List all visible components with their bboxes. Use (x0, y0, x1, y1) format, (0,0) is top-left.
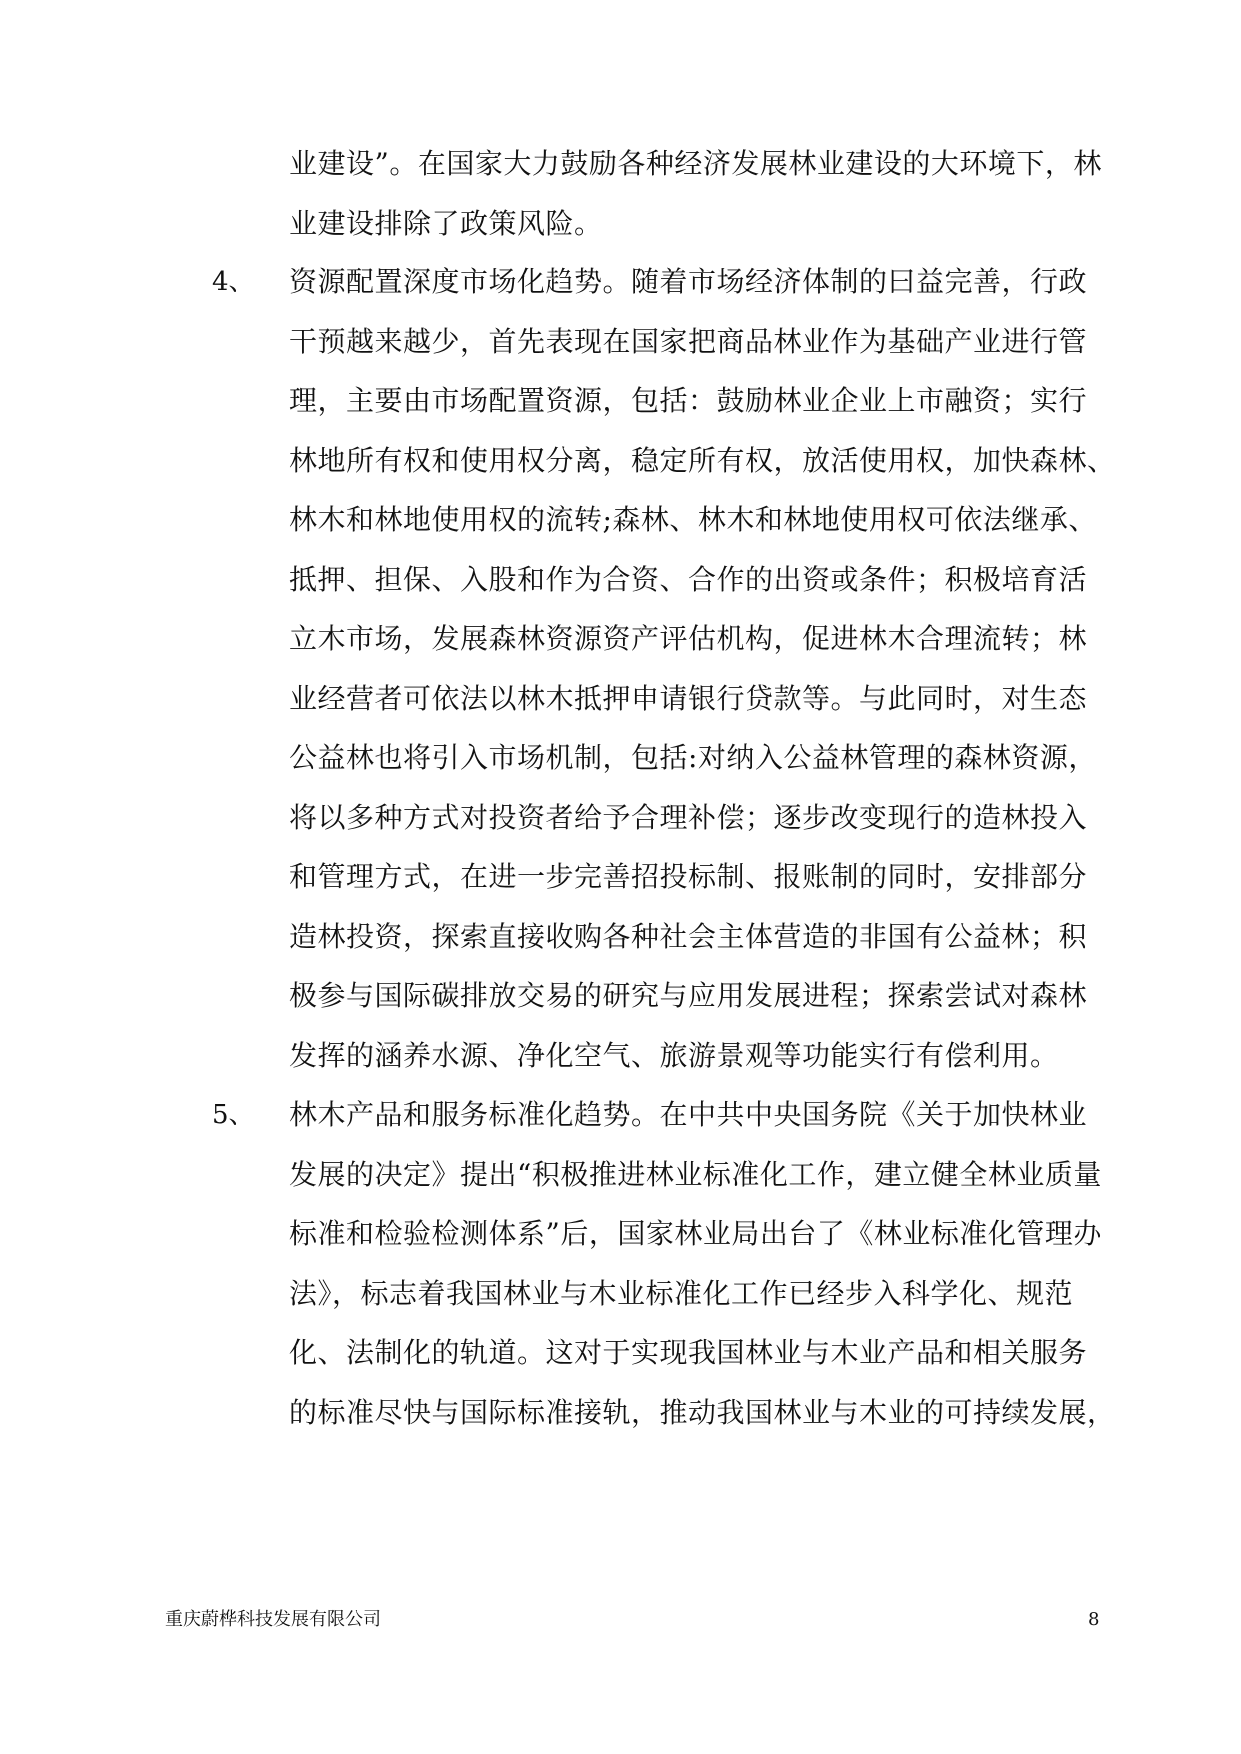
paragraph-line: 法》，标志着我国林业与木业标准化工作已经步入科学化、规范 (289, 1277, 1074, 1310)
paragraph-line: 极参与国际碳排放交易的研究与应用发展进程；探索尝试对森林 (289, 979, 1088, 1012)
list-number: 5、 (212, 1100, 255, 1130)
paragraph-line: 立木市场，发展森林资源资产评估机构，促进林木合理流转；林 (289, 622, 1088, 655)
footer-company-name: 重庆蔚桦科技发展有限公司 (165, 1609, 381, 1630)
paragraph-line: 和管理方式，在进一步完善招投标制、报账制的同时，安排部分 (289, 860, 1088, 893)
paragraph-line: 林木产品和服务标准化趋势。在中共中央国务院《关于加快林业 (289, 1098, 1088, 1131)
paragraph-line: 资源配置深度市场化趋势。随着市场经济体制的曰益完善，行政 (289, 265, 1088, 298)
paragraph-line: 抵押、担保、入股和作为合资、合作的出资或条件；积极培育活 (289, 563, 1088, 596)
list-number: 4、 (212, 267, 255, 297)
paragraph-line: 林地所有权和使用权分离，稳定所有权，放活使用权，加快森林、 (289, 444, 1116, 477)
paragraph-line: 林木和林地使用权的流转;森林、林木和林地使用权可依法继承、 (289, 503, 1097, 536)
paragraph-line: 业建设排除了政策风险。 (289, 207, 603, 240)
paragraph-line: 的标准尽快与国际标准接轨，推动我国林业与木业的可持续发展， (289, 1396, 1116, 1429)
paragraph-line: 业经营者可依法以林木抵押申请银行贷款等。与此同时，对生态 (289, 682, 1088, 715)
paragraph-line: 发展的决定》提出“积极推进林业标准化工作，建立健全林业质量 (289, 1158, 1102, 1191)
page-number: 8 (1088, 1609, 1100, 1630)
paragraph-line: 造林投资，探索直接收购各种社会主体营造的非国有公益林；积 (289, 920, 1088, 953)
paragraph-line: 理，主要由市场配置资源，包括：鼓励林业企业上市融资；实行 (289, 384, 1088, 417)
paragraph-line: 公益林也将引入市场机制，包括:对纳入公益林管理的森林资源， (289, 741, 1097, 774)
paragraph-line: 干预越来越少，首先表现在国家把商品林业作为基础产业进行管 (289, 325, 1088, 358)
paragraph-line: 化、法制化的轨道。这对于实现我国林业与木业产品和相关服务 (289, 1336, 1088, 1369)
paragraph-line: 将以多种方式对投资者给予合理补偿；逐步改变现行的造林投入 (289, 801, 1088, 834)
paragraph-line: 标准和检验检测体系”后，国家林业局出台了《林业标准化管理办 (289, 1217, 1102, 1250)
paragraph-line: 业建设”。在国家大力鼓励各种经济发展林业建设的大环境下，林 (289, 147, 1102, 180)
paragraph-line: 发挥的涵养水源、净化空气、旅游景观等功能实行有偿利用。 (289, 1039, 1059, 1072)
